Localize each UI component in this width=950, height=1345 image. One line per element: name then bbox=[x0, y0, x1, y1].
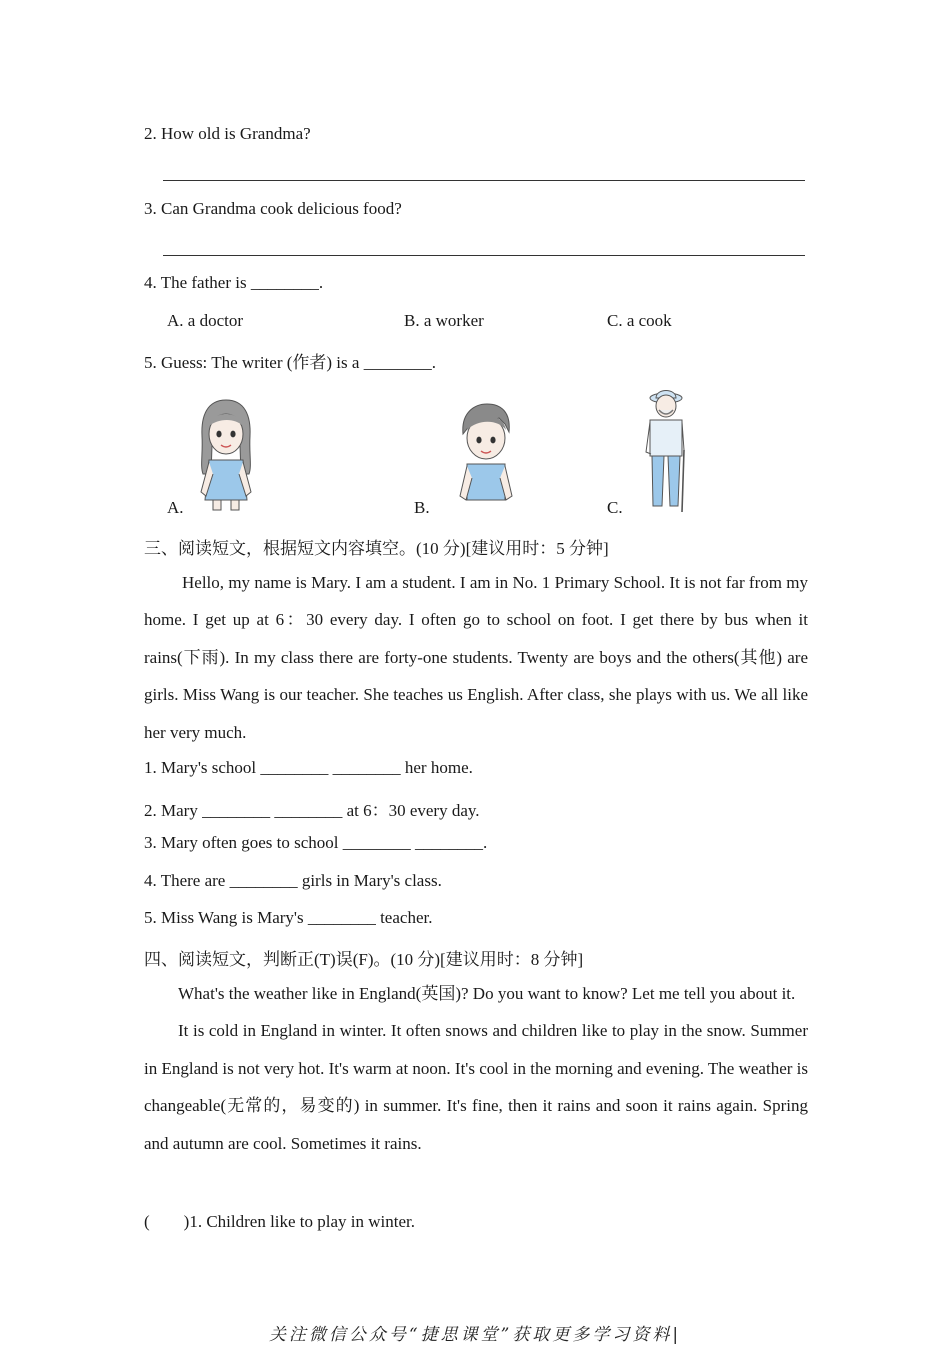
boy-illustration bbox=[455, 400, 517, 512]
q5-option-c: C. bbox=[607, 498, 623, 517]
section-3-passage bbox=[144, 564, 808, 751]
q4-option-b: B. a worker bbox=[404, 311, 484, 330]
fill-question-4: 4. There are ________ girls in Mary's class. bbox=[144, 871, 442, 890]
passage-text: Hello, my name is Mary. I am a student. I am in No. 1 Primary School. It is not far from my home. I get up at 6：30 every day. I often go to school on foot. I get there by bus when it rains(下雨). In my class there are forty-one students. Twenty are boys and the others(其他) are girls. Miss Wang is our teacher. She teaches us English. After class, she plays with us. We all like her very much. bbox=[144, 573, 808, 742]
girl-illustration bbox=[195, 396, 257, 512]
q5-option-a: A. bbox=[167, 498, 184, 517]
section-4-heading: 四、阅读短文，判断正(T)误(F)。(10 分)[建议用时：8 分钟] bbox=[144, 950, 584, 969]
passage-paragraph-1: What's the weather like in England(英国)? Do you want to know? Let me tell you about it. bbox=[178, 984, 796, 1003]
tf-question-1: ( )1. Children like to play in winter. bbox=[144, 1212, 416, 1231]
answer-line-2[interactable] bbox=[163, 180, 805, 181]
footer-note: 关注微信公众号“捷思课堂”获取更多学习资料| bbox=[268, 1325, 682, 1345]
fill-question-5: 5. Miss Wang is Mary's ________ teacher. bbox=[144, 908, 433, 927]
fill-question-1: 1. Mary's school ________ ________ her home. bbox=[144, 758, 473, 777]
question-3: 3. Can Grandma cook delicious food? bbox=[144, 199, 402, 218]
section-4-passage bbox=[144, 975, 808, 1162]
section-3-heading: 三、阅读短文，根据短文内容填空。(10 分)[建议用时：5 分钟] bbox=[144, 539, 609, 558]
question-2: 2. How old is Grandma? bbox=[144, 124, 311, 143]
question-4: 4. The father is ________. bbox=[144, 273, 324, 292]
passage-paragraph-2: It is cold in England in winter. It often snows and children like to play in the snow. Summer in England is not very hot. It's warm at noon. It's cool in the morning and evening. The weather is changeable(无常的，易变的) in summer. It's fine, then it rains and soon it rains again. Spring and autumn are cool. Sometimes it rains. bbox=[144, 1021, 808, 1153]
fill-question-2: 2. Mary ________ ________ at 6：30 every day. bbox=[144, 801, 480, 820]
question-5: 5. Guess: The writer (作者) is a ________. bbox=[144, 353, 436, 372]
grandpa-illustration bbox=[640, 386, 688, 514]
answer-line-3[interactable] bbox=[163, 255, 805, 256]
fill-question-3: 3. Mary often goes to school ________ ________. bbox=[144, 833, 488, 852]
q5-option-b: B. bbox=[414, 498, 430, 517]
q4-option-c: C. a cook bbox=[607, 311, 672, 330]
q4-option-a: A. a doctor bbox=[167, 311, 244, 330]
